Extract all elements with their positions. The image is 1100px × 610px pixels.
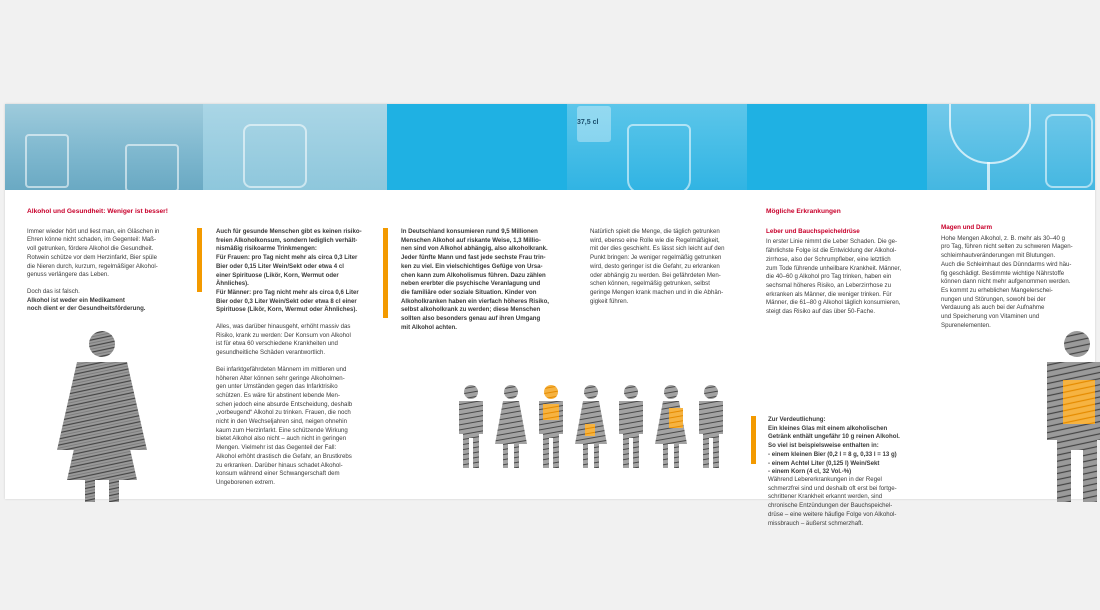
photo-panel-plain-2 (747, 104, 927, 190)
column-4 (590, 228, 756, 314)
column-1 (27, 208, 195, 322)
glass-shape (1045, 114, 1093, 188)
wineglass-bowl-shape (949, 104, 1031, 164)
glass-shape (243, 124, 307, 188)
photo-panel-bottle (567, 104, 747, 190)
man-figure-orange-icon (539, 385, 563, 468)
heading-moegliche-erkrankungen: Mögliche Erkrankungen (766, 208, 841, 215)
col1-paragraph-2-bold: Alkohol ist weder ein Medikament noch dient er der Gesundheitsförderung. (27, 296, 146, 313)
photo-band (5, 104, 1095, 190)
man-figure-icon (699, 385, 723, 468)
photo-panel-plain-1 (387, 104, 567, 190)
col1-paragraph-2: Doch das ist falsch. (27, 287, 80, 295)
col5-paragraph-2: Während Lebererkrankungen in der Regel schmerzfrei sind und deshalb oft erst bei fortge- schrittener Krankheit erkannt werden, sind chronische Entzündungen der Bauchspeichel- drüse – eine weitere häufige Folge von Alkohol- missbrauch – äußerst schmerzhaft. (768, 476, 897, 527)
woman-figure-icon (495, 385, 527, 468)
column-2 (216, 228, 386, 496)
glass-shape (125, 144, 179, 192)
glass-shape (25, 134, 69, 188)
accent-bar (197, 228, 202, 292)
bottle-label: 37,5 cl (577, 119, 599, 126)
man-figure-icon (459, 385, 483, 468)
woman-figure-icon (575, 385, 607, 468)
woman-figure-icon (47, 330, 157, 502)
wineglass-stem-shape (987, 162, 990, 190)
photo-panel-glasses-1 (5, 104, 203, 190)
photo-panel-wineglass (927, 104, 1095, 190)
col1-paragraph-1: Immer wieder hört und liest man, ein Gläschen in Ehren könne nicht schaden, im Gegenteil: Maß- voll getrunken, fördere Alkohol die Gesundheit. Rotwein schütze vor dem Herzinfarkt, Bier spüle die Nieren durch, kurzum, regelmäßiger Alkohol- genuss verlängere das Leben. (27, 227, 160, 279)
heading-alkohol-gesundheit: Alkohol und Gesundheit: Weniger ist besser! (27, 208, 168, 215)
brochure-spread (5, 104, 1095, 527)
col3-paragraph-1: In Deutschland konsumieren rund 9,5 Millionen Menschen Alkohol auf riskante Weise, 1,3 Millio- nen sind von Alkohol abhängig, also alkoholkrank. Jeder fünfte Mann und fast jede sechste Frau trin- ken zu viel. Ein vielschichtiges Gefüge von Ursa- chen kann zum Alkoholismus führen. Dazu zählen neben ererbter die psychische Veranlagung und die familiäre oder soziale Situation. Kinder von Alkoholkranken haben ein vierfach höheres Risiko, selbst alkoholkrank zu werden; diese Menschen sollten also besonders genau auf ihren Umgang mit Alkohol achten. (401, 228, 549, 331)
column-3 (401, 228, 567, 340)
accent-bar (383, 228, 388, 318)
shot-glass-shape (627, 124, 691, 194)
col2-paragraph-3: Bei infarktgefährdeten Männern im mittleren und höheren Alter können sehr geringe Alkoholmen- gen unter Umständen gegen das Infarktrisiko schützen. Es wäre für abstinent lebende Men- schen jedoch eine absurde Entscheidung, deshalb „vorbeugend“ Alkohol zu trinken. Frauen, die noch nicht in den Wechseljahren sind, neigen ohnehin kaum zum Herzinfarkt. Eine schützende Wirkung bietet Alkohol also nicht – auch nicht in geringen Mengen. Vielmehr ist das Gegenteil der Fall: Alkohol erhöht drastisch die Gefahr, an Brustkrebs zu erkranken. Darüber hinaus schadet Alkohol- konsum während einer Schwangerschaft dem Ungeborenen extrem. (216, 365, 353, 486)
col6-paragraph-1: Hohe Mengen Alkohol, z. B. mehr als 30–40 g pro Tag, führen nicht selten zu schweren Magen- schleimhautveränderungen mit Blutungen. Auch die Schleimhaut des Dünndarms wird häu- fig geschädigt. Bestimmte wichtige Nährstoffe können dann nicht mehr aufgenommen werden. Es kommt zu erheblichen Mangelerschei- nungen und Störungen, sowohl bei der Verdauung als auch bei der Aufnahme und Speicherung von Vitaminen und Spurenelementen. (941, 234, 1073, 329)
column-5 (766, 208, 934, 325)
subheading-leber: Leber und Bauchspeicheldrüse (766, 227, 860, 235)
col2-paragraph-1: Auch für gesunde Menschen gibt es keinen risiko- freien Alkoholkonsum, sondern lediglich verhält- nismäßig risikoarme Trinkmengen: Für Frauen: pro Tag nicht mehr als circa 0,3 Liter Bier oder 0,15 Liter Wein/Sekt oder etwa 4 cl einer Spirituose (Likör, Korn, Wermut oder Ähnliches). Für Männer: pro Tag nicht mehr als circa 0,6 Liter Bier oder 0,3 Liter Wein/Sekt oder etwa 8 cl einer Spirituose (Likör, Korn, Wermut oder Ähnliches). (216, 228, 362, 314)
subheading-magen-darm: Magen und Darm (941, 224, 993, 231)
col5-paragraph-1: In erster Linie nimmt die Leber Schaden. Die ge- fährlichste Folge ist die Entwicklung der Alkohol- zirrhose, also der Schrumpfleber, eine letztlich zum Tode führende unheilbare Krankheit. Männer, die 40–60 g Alkohol pro Tag trinken, haben ein sechsmal höheres Risiko, an Leberzirrhose zu erkranken als Männer, die weniger trinken. Für Männer, die 61–80 g Alkohol täglich konsumieren, steigt das Risiko auf das über 50-Fache. (766, 238, 902, 316)
col2-paragraph-2: Alles, was darüber hinausgeht, erhöht massiv das Risiko, krank zu werden: Der Konsum von Alkohol ist für etwa 60 verschiedene Krankheiten und gesundheitliche Schäden verantwortlich. (216, 323, 351, 357)
accent-bar (751, 416, 756, 464)
man-figure-orange-icon (1035, 330, 1095, 502)
column-6 (941, 224, 1089, 338)
info-box-verdeutlichung: Zur Verdeutlichung: Ein kleines Glas mit einem alkoholischen Getränk enthält ungefähr 10 g reinen Alkohol. So viel ist beispielsweise enthalten in: - einem kleinen Bier (0,2 l = 8 g, 0,33 l = 13 g) - einem Achtel Liter (0,125 l) Wein/Sekt - einem Korn (4 cl, 32 Vol.-%) (768, 416, 900, 476)
woman-figure-orange-icon (655, 385, 687, 468)
col4-paragraph-1: Natürlich spielt die Menge, die täglich getrunken wird, ebenso eine Rolle wie die Regelmäßigkeit, mit der dies geschieht. Es lässt sich leicht auf den Punkt bringen: Je weniger regelmäßig getrunken wird, desto geringer ist die Gefahr, zu erkranken oder abhängig zu werden. Bei gefährdeten Men- schen können, regelmäßig getrunken, selbst geringe Mengen krank machen und in die Abhän- gigkeit führen. (590, 228, 725, 305)
people-row-figures (455, 384, 735, 468)
man-figure-icon (619, 385, 643, 468)
photo-panel-glasses-2 (203, 104, 387, 190)
